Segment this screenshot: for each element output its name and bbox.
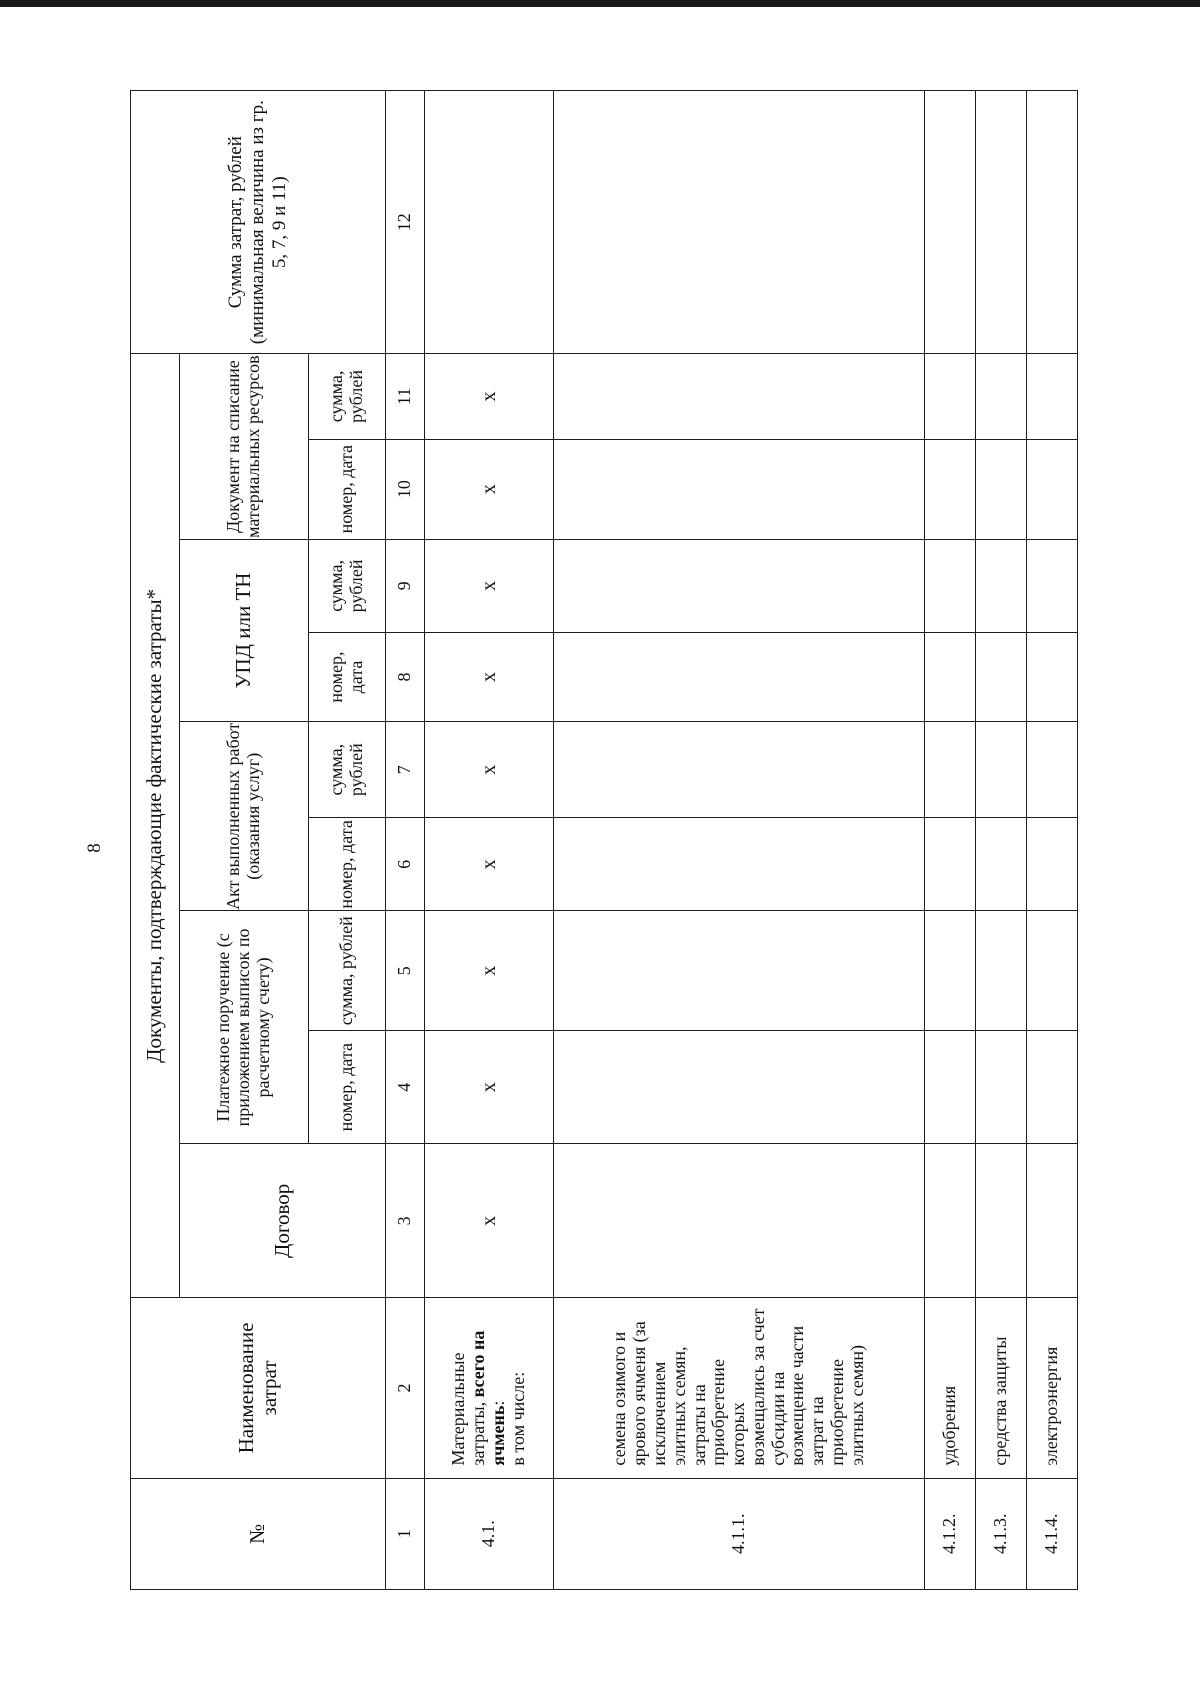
x-mark: x <box>425 911 554 1031</box>
empty-cell <box>1027 1144 1078 1298</box>
header-upd-amount: сумма, рублей <box>309 539 386 632</box>
table-row <box>976 91 1027 1590</box>
row-number: 4.1. <box>425 1478 554 1589</box>
column-number: 10 <box>386 439 425 539</box>
header-writeoff-amount: сумма, рублей <box>309 354 386 439</box>
column-number: 4 <box>386 1030 425 1143</box>
header-writeoff-number: номер, дата <box>309 439 386 539</box>
cost-table <box>130 90 1078 1590</box>
header-upd: УПД или ТН <box>180 539 309 721</box>
empty-cell <box>554 1030 925 1143</box>
empty-cell <box>925 91 976 354</box>
header-upd-number: номер, дата <box>309 632 386 721</box>
header-act-amount: сумма, рублей <box>309 722 386 818</box>
empty-cell <box>976 911 1027 1031</box>
empty-cell <box>925 439 976 539</box>
empty-cell <box>554 632 925 721</box>
column-number: 2 <box>386 1298 425 1478</box>
column-number: 12 <box>386 91 425 354</box>
empty-cell <box>1027 91 1078 354</box>
row-name: средства защиты <box>976 1298 1027 1478</box>
row-number: 4.1.3. <box>976 1478 1027 1589</box>
row-name: семена озимого и ярового ячменя (за исключением элитных семян, затраты на приобретение которых возмещались за счет субсидии на возмещение части затрат на приобретение элитных семян) <box>554 1298 925 1478</box>
table-row <box>1027 91 1078 1590</box>
empty-cell <box>1027 818 1078 911</box>
row-name: удобрения <box>925 1298 976 1478</box>
empty-cell <box>425 91 554 354</box>
empty-cell <box>925 539 976 632</box>
row-name: Материальные затраты, всего на ячмень: в том числе: <box>425 1298 554 1478</box>
header-payment-number: номер, дата <box>309 1030 386 1143</box>
empty-cell <box>1027 539 1078 632</box>
x-mark: x <box>425 818 554 911</box>
x-mark: x <box>425 722 554 818</box>
x-mark: x <box>425 632 554 721</box>
row-name-bold: всего на ячмень <box>468 1330 508 1466</box>
empty-cell <box>1027 1030 1078 1143</box>
empty-cell <box>554 539 925 632</box>
empty-cell <box>925 1030 976 1143</box>
header-name: Наименование затрат <box>131 1298 386 1478</box>
empty-cell <box>976 91 1027 354</box>
header-act: Акт выполненных работ (оказания услуг) <box>180 722 309 911</box>
empty-cell <box>554 722 925 818</box>
empty-cell <box>976 818 1027 911</box>
header-act-number: номер, дата <box>309 818 386 911</box>
empty-cell <box>976 1144 1027 1298</box>
column-number-row <box>386 91 425 1590</box>
column-number: 6 <box>386 818 425 911</box>
column-number: 1 <box>386 1478 425 1589</box>
x-mark: x <box>425 354 554 439</box>
empty-cell <box>925 911 976 1031</box>
rotated-page <box>130 90 1110 1590</box>
empty-cell <box>925 1144 976 1298</box>
empty-cell <box>554 818 925 911</box>
empty-cell <box>554 1144 925 1298</box>
empty-cell <box>976 1030 1027 1143</box>
empty-cell <box>976 539 1027 632</box>
header-payment: Платежное поручение (с приложением выписок по расчетному счету) <box>180 911 309 1144</box>
page-number: 8 <box>84 843 105 853</box>
header-no: № <box>131 1478 386 1589</box>
x-mark: x <box>425 539 554 632</box>
x-mark: x <box>425 1144 554 1298</box>
table-row <box>425 91 554 1590</box>
row-number: 4.1.4. <box>1027 1478 1078 1589</box>
empty-cell <box>1027 911 1078 1031</box>
row-name: электроэнергия <box>1027 1298 1078 1478</box>
empty-cell <box>1027 632 1078 721</box>
empty-cell <box>976 722 1027 818</box>
empty-cell <box>976 354 1027 439</box>
column-number: 7 <box>386 722 425 818</box>
empty-cell <box>925 818 976 911</box>
x-mark: x <box>425 1030 554 1143</box>
row-number: 4.1.1. <box>554 1478 925 1589</box>
header-documents-group: Документы, подтверждающие фактические затраты* <box>131 354 180 1298</box>
empty-cell <box>1027 354 1078 439</box>
header-payment-amount: сумма, рублей <box>309 911 386 1031</box>
column-number: 11 <box>386 354 425 439</box>
column-number: 3 <box>386 1144 425 1298</box>
column-number: 9 <box>386 539 425 632</box>
empty-cell <box>554 439 925 539</box>
column-number: 8 <box>386 632 425 721</box>
empty-cell <box>554 911 925 1031</box>
row-number: 4.1.2. <box>925 1478 976 1589</box>
column-number: 5 <box>386 911 425 1031</box>
empty-cell <box>1027 439 1078 539</box>
scan-edge <box>0 0 1200 7</box>
x-mark: x <box>425 439 554 539</box>
header-contract: Договор <box>180 1144 386 1298</box>
empty-cell <box>1027 722 1078 818</box>
empty-cell <box>925 354 976 439</box>
table-row <box>925 91 976 1590</box>
empty-cell <box>976 632 1027 721</box>
header-total: Сумма затрат, рублей (минимальная величина из гр. 5, 7, 9 и 11) <box>131 91 386 354</box>
empty-cell <box>976 439 1027 539</box>
table-row <box>554 91 925 1590</box>
empty-cell <box>554 91 925 354</box>
empty-cell <box>925 632 976 721</box>
empty-cell <box>554 354 925 439</box>
header-writeoff: Документ на списание материальных ресурсов <box>180 354 309 539</box>
empty-cell <box>925 722 976 818</box>
